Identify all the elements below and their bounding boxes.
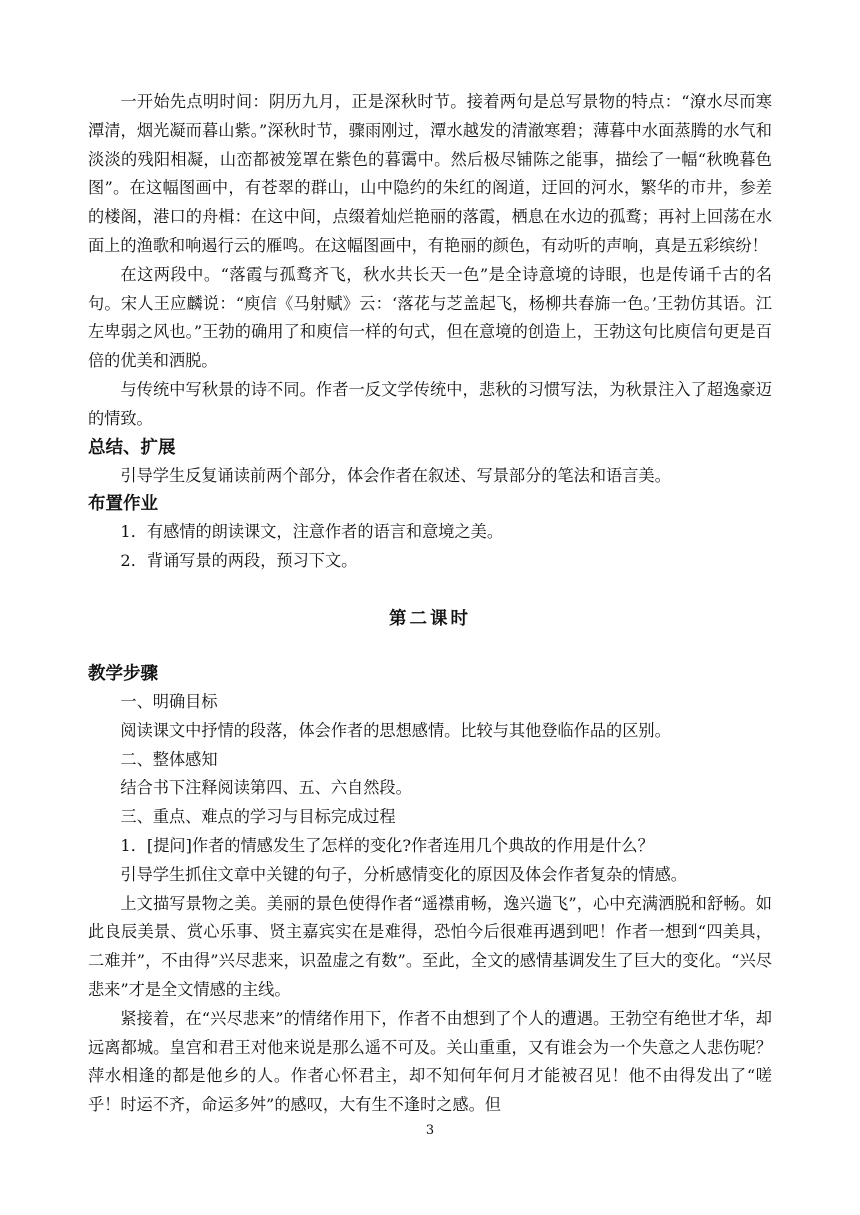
paragraph: 上文描写景物之美。美丽的景色使得作者“遥襟甫畅，逸兴遄飞”，心中充满洒脱和舒畅。如此良辰美景、赏心乐事、贤主嘉宾实在是难得，恐怕今后很难再遇到吧！作者一想到“四美具，二难并”，不由得”兴尽悲来，识盈虚之有数”。至此，全文的感情基调发生了巨大的变化。“兴尽悲来”才是全文情感的主线。 [88, 893, 772, 999]
homework-heading: 布置作业 [88, 494, 158, 515]
paragraph: 在这两段中。“落霞与孤鹜齐飞，秋水共长天一色”是全诗意境的诗眼，也是传诵千古的名句。宋人王应麟说：“庾信《马射赋》云：‘落花与芝盖起飞，杨柳共春旆一色。’王勃仿其语。江左卑弱之风也。”王勃的确用了和庾信一样的句式，但在意境的创造上，王勃这句比庾信句更是百倍的优美和洒脱。 [88, 264, 772, 371]
step-line: 结合书下注释阅读第四、五、六自然段。 [120, 778, 412, 798]
page-content [88, 88, 772, 1120]
homework-item: 1．有感情的朗读课文，注意作者的语言和意境之美。 [120, 522, 504, 542]
step-line: 阅读课文中抒情的段落，体会作者的思想感情。比较与其他登临作品的区别。 [120, 720, 671, 740]
paragraph: 与传统中写秋景的诗不同。作者一反文学传统中，悲秋的习惯写法，为秋景注入了超逸豪迈的情致。 [88, 379, 772, 428]
homework-item: 2．背诵写景的两段，预习下文。 [120, 551, 358, 571]
question-line: 1．[提问]作者的情感发生了怎样的变化?作者连用几个典故的作用是什么？ [120, 835, 654, 855]
step-line: 一、明确目标 [120, 691, 218, 711]
paragraph: 一开始先点明时间：阴历九月，正是深秋时节。接着两句是总写景物的特点：“潦水尽而寒潭清，烟光凝而暮山紫。”深秋时节，骤雨刚过，潭水越发的清澈寒碧；薄暮中水面蒸腾的水气和淡淡的残阳相凝，山峦都被笼罩在紫色的暮霭中。然后极尽铺陈之能事，描绘了一幅“秋晚暮色图”。在这幅图画中，有苍翠的群山，山中隐约的朱红的阁道，迂回的河水，繁华的市井，参差的楼阁，港口的舟楫：在这中间，点缀着灿烂艳丽的落霞，栖息在水边的孤鹜；再衬上回荡在水面上的渔歌和响遏行云的雁鸣。在这幅图画中，有艳丽的颜色，有动听的声响，真是五彩缤纷！ [88, 92, 772, 255]
step-line: 引导学生抓住文章中关键的句子，分析感情变化的原因及体会作者复杂的情感。 [120, 864, 687, 884]
paragraph: 紧接着，在“兴尽悲来”的情绪作用下，作者不由想到了个人的遭遇。王勃空有绝世才华，却远离都城。皇宫和君王对他来说是那么遥不可及。关山重重，又有谁会为一个失意之人悲伤呢？萍水相逢的都是他乡的人。作者心怀君主，却不知何年何月才能被召见！他不由得发出了“嗟乎！时运不齐，命运多舛”的感叹，大有生不逢时之感。但 [88, 1008, 772, 1115]
step-line: 二、整体感知 [120, 749, 218, 769]
summary-heading: 总结、扩展 [88, 437, 176, 458]
summary-text: 引导学生反复诵读前两个部分，体会作者在叙述、写景部分的笔法和语言美。 [120, 465, 671, 485]
steps-heading: 教学步骤 [88, 663, 158, 684]
page-number: 3 [425, 1123, 435, 1138]
lesson-title: 第二课时 [389, 608, 471, 629]
step-line: 三、重点、难点的学习与目标完成过程 [120, 807, 396, 827]
